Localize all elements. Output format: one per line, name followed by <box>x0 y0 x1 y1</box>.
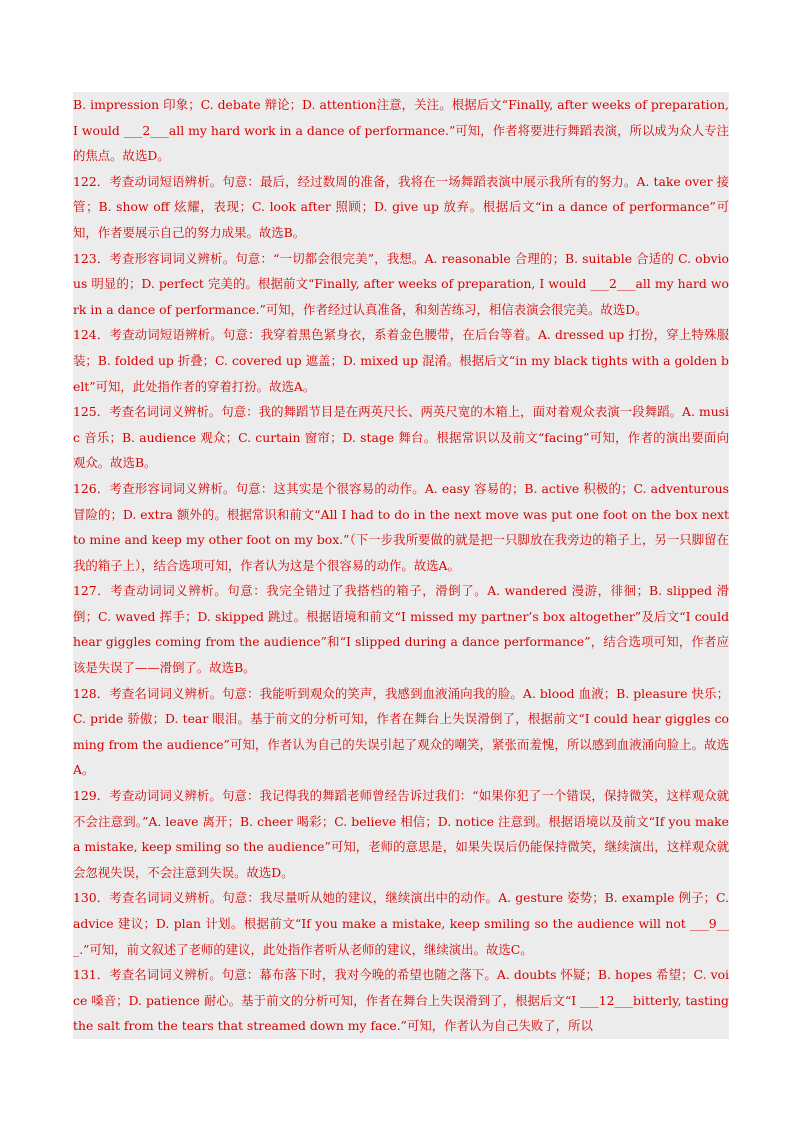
paragraph-126: 126．考查形容词词义辨析。句意：这其实是个很容易的动作。A. easy 容易的；B. active 积极的；C. adventurous 冒险的；D. extra 额外的。根据常识和前文“All I had to do in the next move was put one foot on the box next to mine and keep my other foot on my box.”（下一步我所要做的就是把一只脚放在我旁边的箱子上，另一只脚留在我的箱子上），结合选项可知，作者认为这是个很容易的动作。故选A。 <box>73 480 729 573</box>
paragraph-123: 123．考查形容词词义辨析。句意：“一切都会很完美”，我想。A. reasonable 合理的；B. suitable 合适的 C. obvious 明显的；D. perfect 完美的。根据前文“Finally, after weeks of preparation, I would ___2___all my hard work in a dance of performance.”可知，作者经过认真准备，和刻苦练习，相信表演会很完美。故选D。 <box>73 250 729 317</box>
paragraph-124: 124．考查动词短语辨析。句意：我穿着黑色紧身衣，系着金色腰带，在后台等着。A. dressed up 打扮，穿上特殊服装；B. folded up 折叠；C. covered up 遮盖；D. mixed up 混淆。根据后文“in my black tights with a golden belt”可知，此处指作者的穿着打扮。故选A。 <box>73 327 729 394</box>
paragraph-129: 129．考查动词词义辨析。句意：我记得我的舞蹈老师曾经告诉过我们：“如果你犯了一个错误，保持微笑，这样观众就不会注意到。”A. leave 离开；B. cheer 喝彩；C. believe 相信；D. notice 注意到。根据语境以及前文“If you make a mistake, keep smiling so the audience”可知，老师的意思是，如果失误后仍能保持微笑，继续演出，这样观众就会忽视失误，不会注意到失误。故选D。 <box>73 788 729 880</box>
paragraph-121-continued: B. impression 印象；C. debate 辩论；D. attention注意，关注。根据后文“Finally, after weeks of preparation, I would ___2___all my hard work in a dance of performance.”可知，作者将要进行舞蹈表演，所以成为众人专注的焦点。故选D。 <box>73 97 729 164</box>
paragraph-122: 122．考查动词短语辨析。句意：最后，经过数周的准备，我将在一场舞蹈表演中展示我所有的努力。A. take over 接管；B. show off 炫耀，表现；C. look after 照顾；D. give up 放弃。根据后文“in a dance of performance”可知，作者要展示自己的努力成果。故选B。 <box>73 173 729 240</box>
answer-explanation-block <box>73 92 729 1039</box>
paragraph-131: 131．考查名词词义辨析。句意：幕布落下时，我对今晚的希望也随之落下。A. doubts 怀疑；B. hopes 希望；C. voice 嗓音；D. patience 耐心。基于前文的分析可知，作者在舞台上失误滑到了，根据后文“I ___12___bitterly, tasting the salt from the tears that streamed down my face.”可知，作者认为自己失败了，所以 <box>73 967 729 1034</box>
paragraph-127: 127．考查动词词义辨析。句意：我完全错过了我搭档的箱子，滑倒了。A. wandered 漫游，徘徊；B. slipped 滑倒；C. waved 挥手；D. skipped 跳过。根据语境和前文“I missed my partner’s box altogether”及后文“I could hear giggles coming from the audience”和“I slipped during a dance performance”，结合选项可知，作者应该是失误了——滑倒了。故选B。 <box>73 583 729 676</box>
paragraph-130: 130．考查名词词义辨析。句意：我尽量听从她的建议，继续演出中的动作。A. gesture 姿势；B. example 例子；C. advice 建议；D. plan 计划。根据前文“If you make a mistake, keep smiling so the audience will not ___9___.”可知，前文叙述了老师的建议，此处指作者听从老师的建议，继续演出。故选C。 <box>73 890 729 957</box>
paragraph-125: 125．考查名词词义辨析。句意：我的舞蹈节目是在两英尺长、两英尺宽的木箱上，面对着观众表演一段舞蹈。A. music 音乐；B. audience 观众；C. curtain 窗帘；D. stage 舞台。根据常识以及前文“facing”可知，作者的演出要面向观众。故选B。 <box>73 404 729 471</box>
paragraph-128: 128．考查名词词义辨析。句意：我能听到观众的笑声，我感到血液涌向我的脸。A. blood 血液；B. pleasure 快乐；C. pride 骄傲；D. tear 眼泪。基于前文的分析可知，作者在舞台上失误滑倒了，根据前文“I could hear giggles coming from the audience”可知，作者认为自己的失误引起了观众的嘲笑，紧张而羞愧，所以感到血液涌向脸上。故选A。 <box>73 685 729 778</box>
